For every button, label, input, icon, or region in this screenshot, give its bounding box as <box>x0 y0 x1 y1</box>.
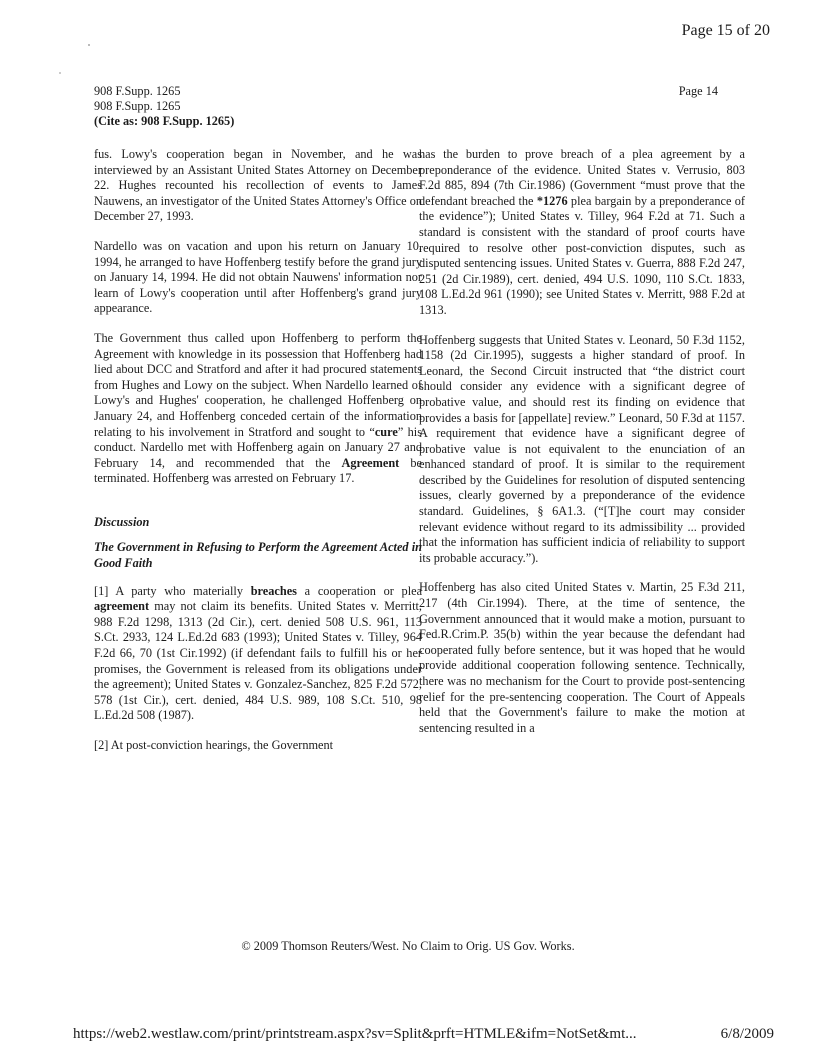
text-run: may not claim its benefits. United States v. Merritt, 988 F.2d 1298, 1313 (2d Cir.), cert. denied 508 U.S. 961, 113 S.Ct. 2933, 124 L.Ed.2d 683 (1993); United States v. Tilley, 964 F.2d 66, 70 (1st Cir.1992) (if defendant fails to fulfill his or her promises, the Government is released from its obligations under the agreement); United States v. Gonzalez-Sanchez, 825 F.2d 572, 578 (1st Cir.), cert. denied, 484 U.S. 989, 108 S.Ct. 510, 98 L.Ed.2d 508 (1987). <box>94 599 422 723</box>
search-term-highlight: cure <box>374 424 398 439</box>
left-column <box>94 147 422 768</box>
citation-line: 908 F.Supp. 1265 <box>94 84 181 98</box>
section-heading: Discussion <box>94 514 150 529</box>
search-term-highlight: Agreement <box>341 455 400 470</box>
print-url: https://web2.westlaw.com/print/printstream.aspx?sv=Split&prft=HTMLE&ifm=NotSet&mt... <box>73 1026 637 1042</box>
text-run: be terminated. Hoffenberg was arrested on February 17. <box>94 455 423 486</box>
search-term-highlight: breaches <box>250 583 297 598</box>
page-label: Page 14 <box>678 84 718 98</box>
text-run: plea bargain by a preponderance of the evidence”); United States v. Tilley, 964 F.2d at 71. Such a standard is consistent with the standard of proof courts have required to resolve other post-conviction disputes, such as disputed sentencing issues. United States v. Guerra, 888 F.2d 247, 251 (2d Cir.1989), cert. denied, 494 U.S. 1090, 110 S.Ct. 1833, 108 L.Ed.2d 961 (1990); see United States v. Merritt, 988 F.2d at 1313. <box>419 193 746 317</box>
paragraph <box>94 584 422 724</box>
paragraph <box>94 331 422 487</box>
paragraph: [2] At post-conviction hearings, the Government <box>94 738 334 752</box>
right-column <box>419 147 745 750</box>
copyright-footer: © 2009 Thomson Reuters/West. No Claim to Orig. US Gov. Works. <box>241 939 575 953</box>
subsection-heading: The Government in Refusing to Perform the Agreement Acted in Good Faith <box>94 540 422 571</box>
paragraph: Hoffenberg has also cited United States v. Martin, 25 F.3d 211, 217 (4th Cir.1994). There, at the time of sentence, the Government announced that it would make a motion, pursuant to Fed.R.Crim.P. 35(b) within the year because the defendant had cooperated fully before sentence, but it was hoped that he would provide additional cooperation following sentence. Technically, there was no mechanism for the Court to provide post-sentencing relief for the pre-sentencing cooperation. The Court of Appeals held that the Government's failure to make the motion at sentencing resulted in a <box>419 580 745 735</box>
cite-as-line: (Cite as: 908 F.Supp. 1265) <box>94 114 235 128</box>
page-number: Page 15 of 20 <box>681 22 770 39</box>
paragraph: Hoffenberg suggests that United States v. Leonard, 50 F.3d 1152, 1158 (2d Cir.1995), suggests a higher standard of proof. In Leonard, the Second Circuit instructed that “the district court should consider any evidence with a significant degree of probative value, and should rest its finding on evidence that provides a basis for [appellate] review.” Leonard, 50 F.3d at 1157. A requirement that evidence have a significant degree of probative value is not equivalent to the enunciation of an enhanced standard of proof. It is similar to the requirement described by the Guidelines for resolution of disputed sentencing issues, clearly governed by a preponderance of the evidence standard. Guidelines, § 6A1.3. (“[T]he court may consider relevant evidence without regard to its admissibility ... provided that the information has sufficient indicia of reliability to support its probable accuracy.”). <box>419 332 745 565</box>
scan-speck <box>59 72 61 74</box>
text-run: The Government thus called upon Hoffenberg to perform the Agreement with knowledge in its possession that Hoffenberg had lied about DCC and Stratford and after it had procured statements from Hughes and Lowy on the subject. When Nardello learned of Lowy's and Hughes' cooperation, he challenged Hoffenberg on January 24, and Hoffenberg conceded certain of the information relating to his involvement in Stratford and sought to “ <box>94 330 422 439</box>
text-run: has the burden to prove breach of a plea agreement by a preponderance of the evidence. United States v. Verrusio, 803 F.2d 885, 894 (7th Cir.1986) (Government “must prove that the defendant breached the <box>419 147 745 208</box>
print-date: 6/8/2009 <box>720 1026 774 1042</box>
paragraph: fus. Lowy's cooperation began in November, and he was interviewed by an Assistant United States Attorney on December 22. Hughes recounted his recollection of events to James Nauwens, an investigator of the United States Attorney's Office on December 27, 1993. <box>94 147 422 224</box>
text-run: a cooperation or plea <box>304 583 423 598</box>
star-page-marker: *1276 <box>536 193 568 208</box>
paragraph: Nardello was on vacation and upon his return on January 10, 1994, he arranged to have Hoffenberg testify before the grand jury on January 14, 1994. He did not obtain Nauwens' information nor learn of Lowy's cooperation until after Hoffenberg's grand jury appearance. <box>94 238 422 316</box>
paragraph <box>419 147 745 319</box>
search-term-highlight: agreement <box>94 599 150 614</box>
citation-header <box>94 84 234 129</box>
text-run: [1] A party who materially <box>94 583 243 598</box>
text-run: ” his conduct. Nardello met with Hoffenberg again on January 27 and February 14, and recommended that the <box>94 424 422 470</box>
citation-line: 908 F.Supp. 1265 <box>94 99 181 113</box>
scan-speck <box>88 44 90 46</box>
